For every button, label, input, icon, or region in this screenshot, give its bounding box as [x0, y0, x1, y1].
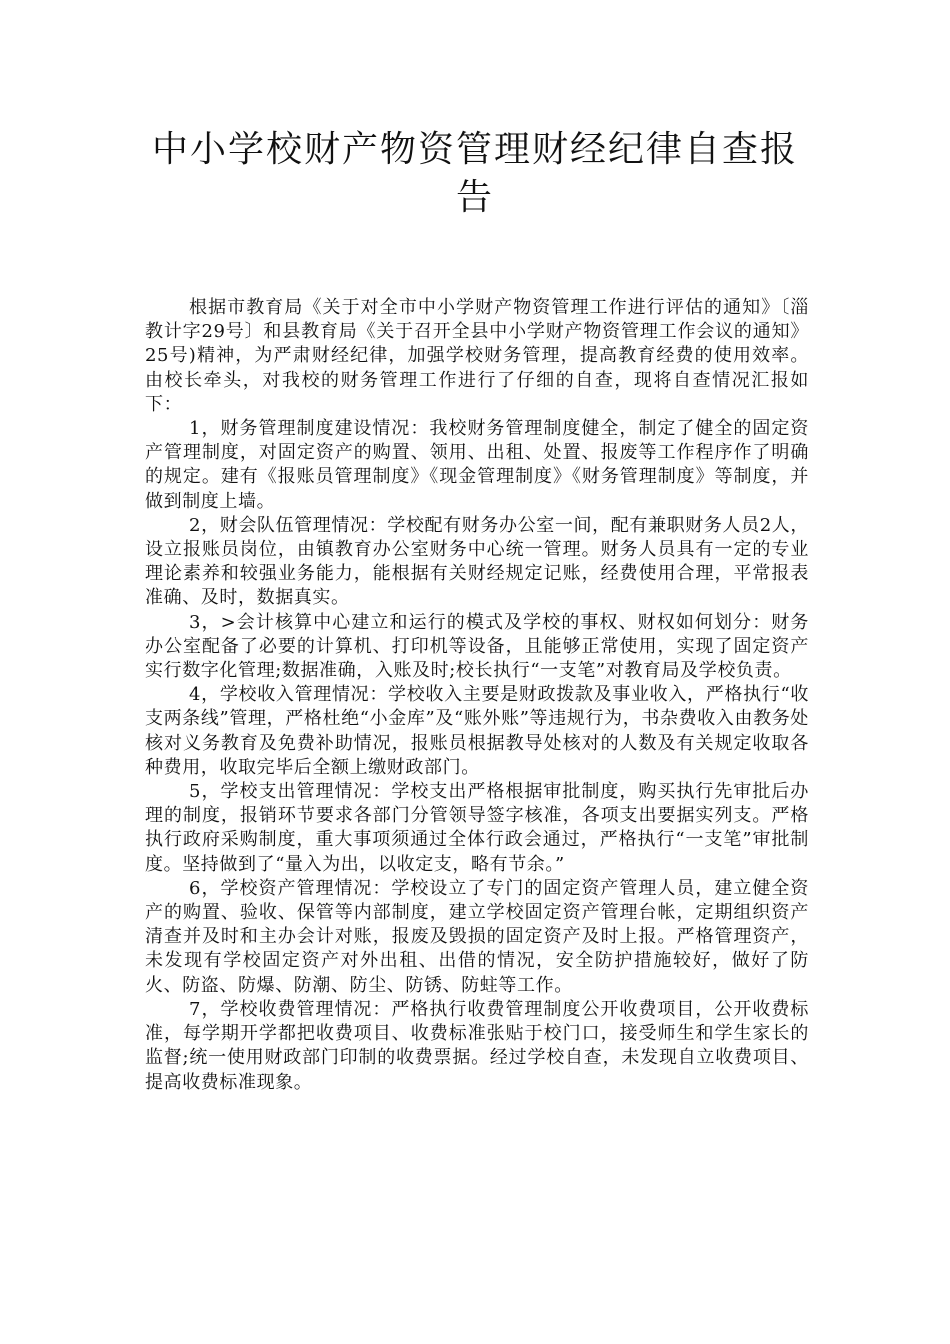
- paragraph-item-2: 2，财会队伍管理情况：学校配有财务办公室一间，配有兼职财务人员2人，设立报账员岗位，由镇教育办公室财务中心统一管理。财务人员具有一定的专业理论素养和较强业务能力，能根据有关财经规定记账，经费使用合理，平常报表准确、及时，数据真实。: [145, 514, 809, 609]
- paragraph-item-5: 5，学校支出管理情况：学校支出严格根据审批制度，购买执行先审批后办理的制度，报销环节要求各部门分管领导签字核准，各项支出要据实列支。严格执行政府采购制度，重大事项须通过全体行政会通过，严格执行“一支笔”审批制度。坚持做到了“量入为出，以收定支，略有节余。”: [145, 781, 809, 875]
- document-title-line-2: 告: [455, 177, 494, 218]
- paragraph-item-7: 7，学校收费管理情况：严格执行收费管理制度公开收费项目，公开收费标准，每学期开学都把收费项目、收费标准张贴于校门口，接受师生和学生家长的监督;统一使用财政部门印制的收费票据。经过学校自查，未发现自立收费项目、提高收费标准现象。: [145, 998, 809, 1093]
- paragraph-item-4: 4，学校收入管理情况：学校收入主要是财政拨款及事业收入，严格执行“收支两条线”管理，严格杜绝“小金库”及“账外账”等违规行为，书杂费收入由教务处核对义务教育及免费补助情况，报账员根据教导处核对的人数及有关规定收取各种费用，收取完毕后全额上缴财政部门。: [145, 684, 809, 778]
- paragraph-item-6: 6，学校资产管理情况：学校设立了专门的固定资产管理人员，建立健全资产的购置、验收、保管等内部制度，建立学校固定资产管理台帐，定期组织资产清查并及时和主办会计对账，报废及毁损的固定资产及时上报。严格管理资产，未发现有学校固定资产对外出租、出借的情况，安全防护措施较好，做好了防火、防盗、防爆、防潮、防尘、防锈、防蛀等工作。: [145, 877, 809, 996]
- paragraph-item-3: 3，>会计核算中心建立和运行的模式及学校的事权、财权如何划分：财务办公室配备了必要的计算机、打印机等设备，且能够正常使用，实现了固定资产实行数字化管理;数据准确，入账及时;校长执行“一支笔”对教育局及学校负责。: [145, 611, 809, 682]
- document-body: [145, 296, 809, 1095]
- paragraph-item-1: 1，财务管理制度建设情况：我校财务管理制度健全，制定了健全的固定资产管理制度，对固定资产的购置、领用、出租、处置、报废等工作程序作了明确的规定。建有《报账员管理制度》《现金管理制度》《财务管理制度》等制度，并做到制度上墙。: [145, 418, 809, 512]
- document-title: [140, 126, 810, 222]
- document-title-line-1: 中小学校财产物资管理财经纪律自查报: [151, 129, 798, 170]
- paragraph-intro: 根据市教育局《关于对全市中小学财产物资管理工作进行评估的通知》〔淄教计字29号〕和县教育局《关于召开全县中小学财产物资管理工作会议的通知》25号)精神，为严肃财经纪律，加强学校财务管理，提高教育经费的使用效率。由校长牵头，对我校的财务管理工作进行了仔细的自查，现将自查情况汇报如下：: [145, 297, 809, 415]
